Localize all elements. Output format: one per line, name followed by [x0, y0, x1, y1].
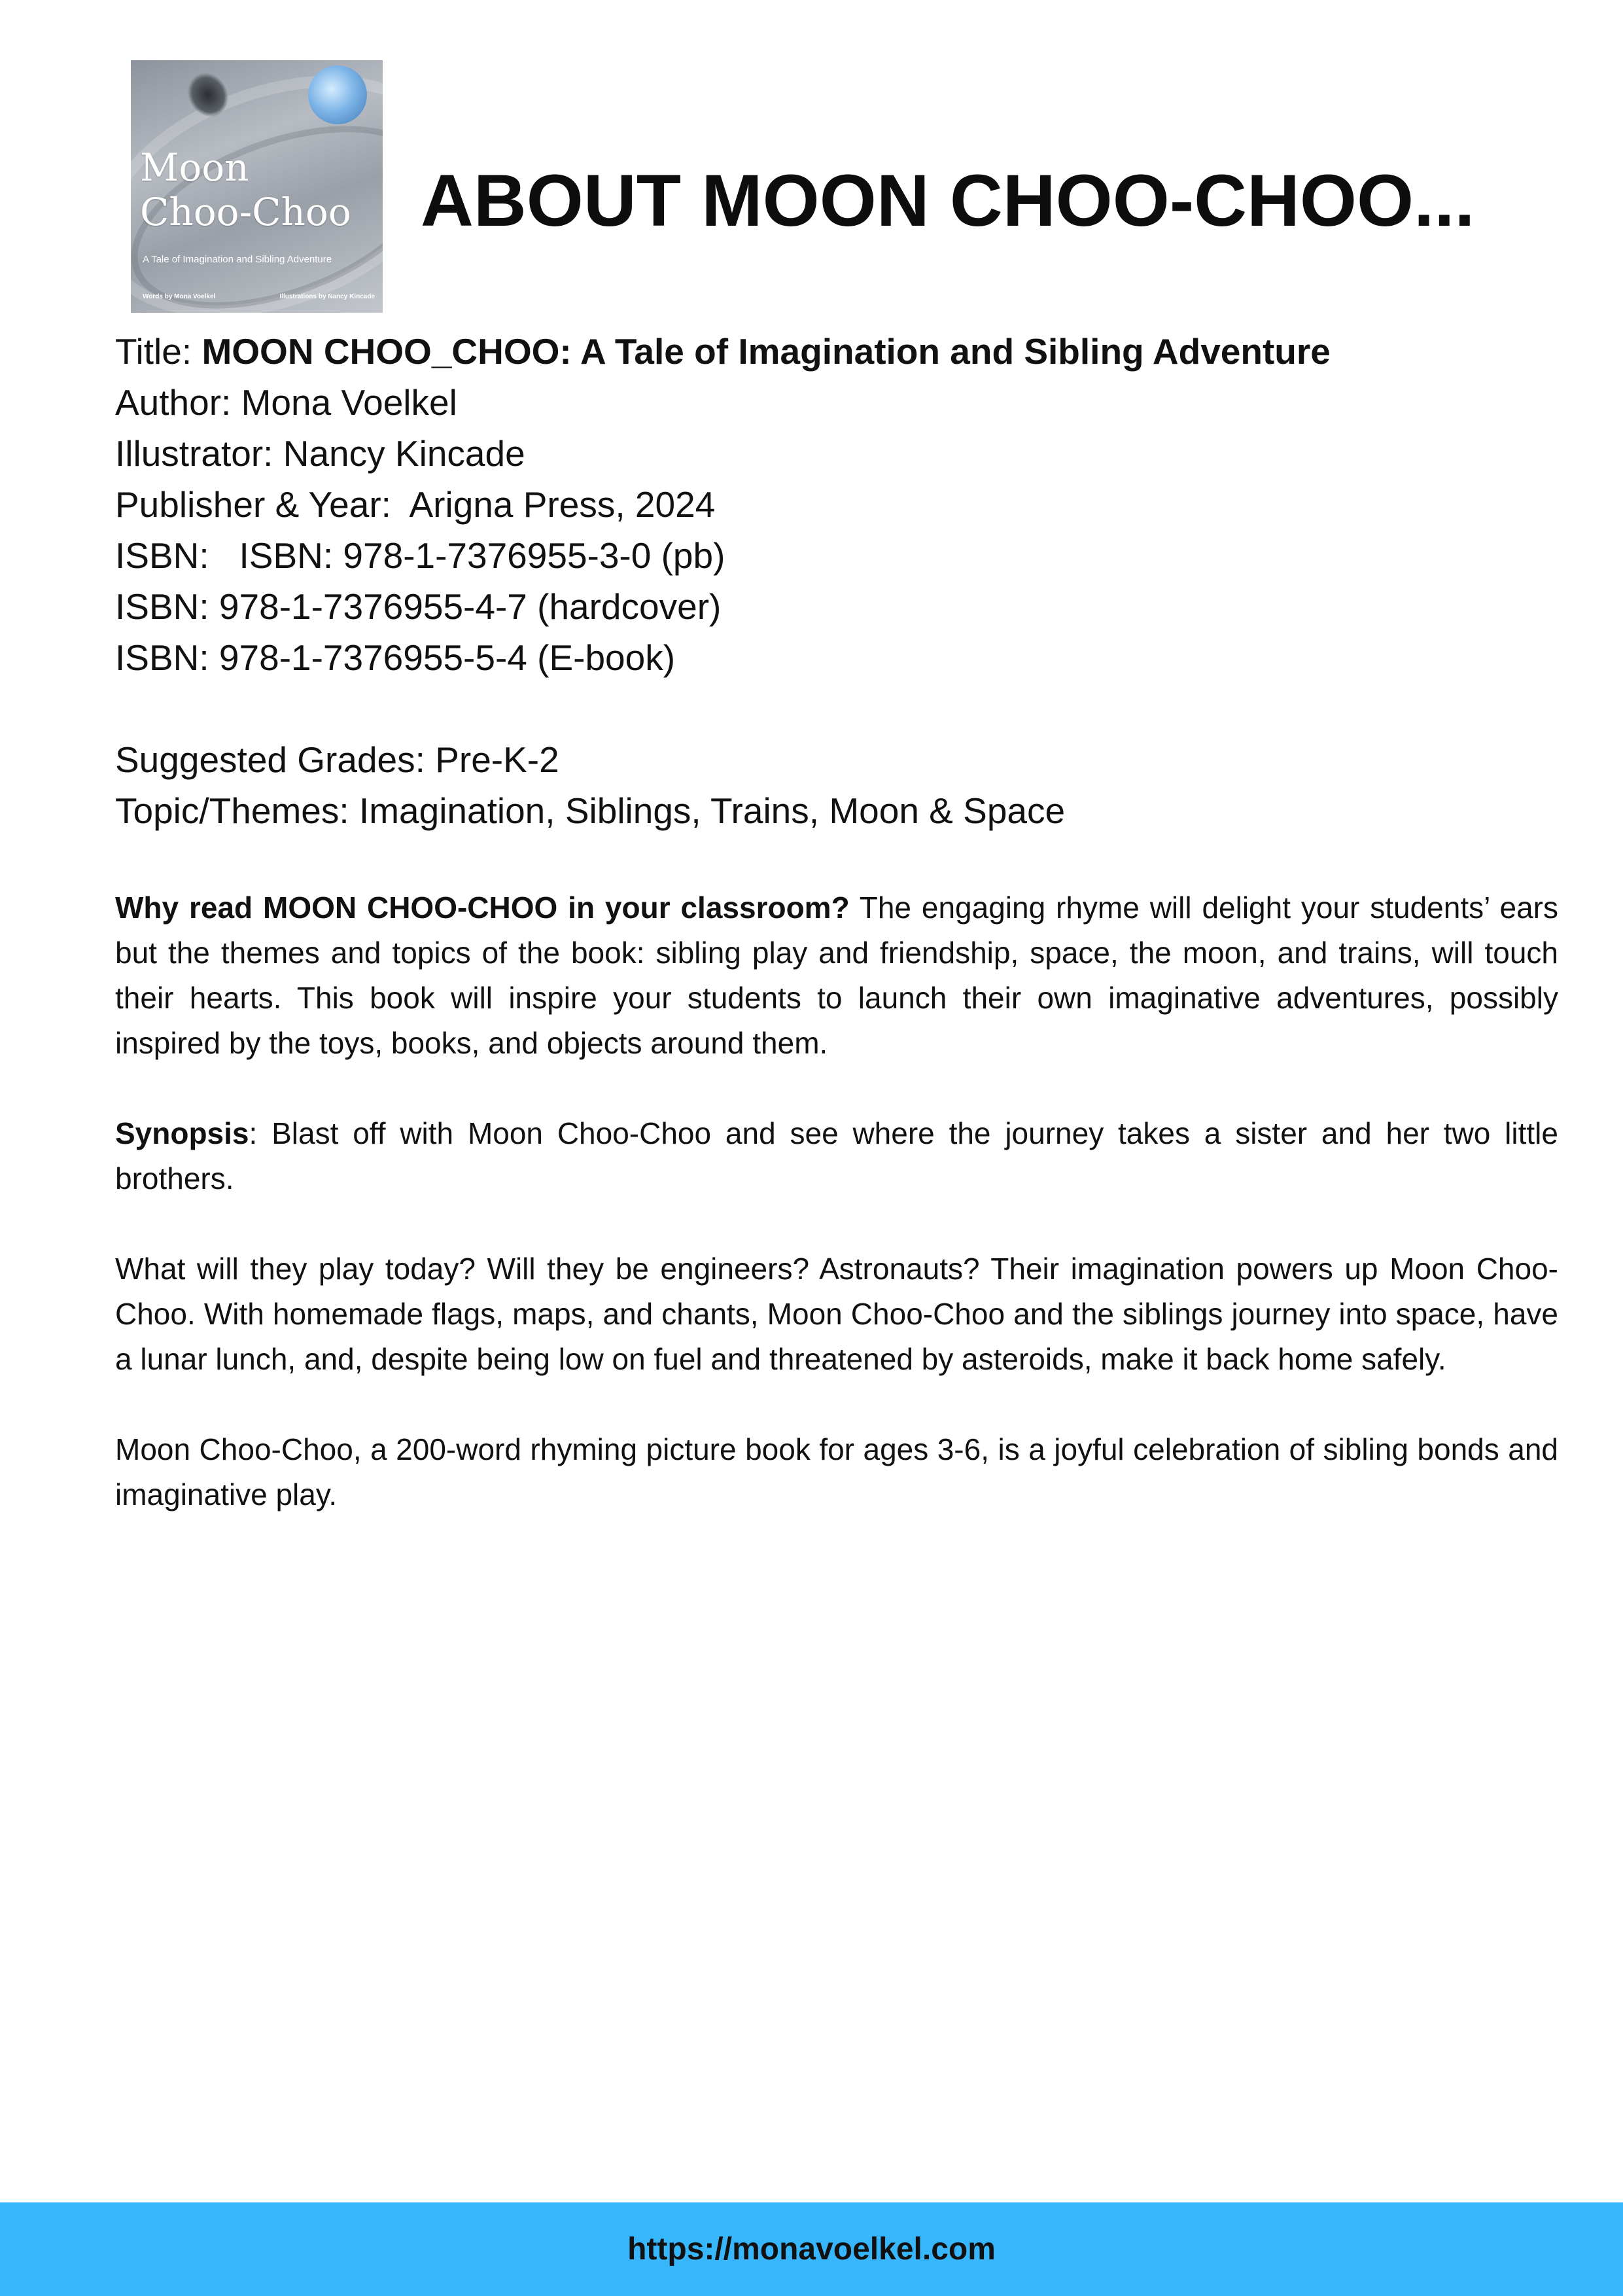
body-text	[115, 885, 1558, 1563]
cover-credits	[143, 293, 375, 300]
spacer	[115, 683, 1331, 734]
synopsis-paragraph-2: What will they play today? Will they be engineers? Astronauts? Their imagination powers up Moon Choo-Choo. With homemade flags, maps, and chants, Moon Choo-Choo and the siblings journey into space, have a lunar lunch, and, despite being low on fuel and threatened by asteroids, make it back home safely.	[115, 1252, 1558, 1376]
synopsis-text: : Blast off with Moon Choo-Choo and see where the journey takes a sister and her two little brothers.	[115, 1116, 1558, 1195]
detail-title-value: MOON CHOO_CHOO: A Tale of Imagination and Sibling Adventure	[201, 331, 1331, 372]
cover-subtitle: A Tale of Imagination and Sibling Adventure	[143, 254, 332, 265]
why-read-text: The engaging rhyme will delight your students’ ears but the themes and topics of the book: sibling play and friendship, space, the moon, and trains, will touch their hearts. This book will inspire your students to launch their own imaginative adventures, possibly inspired by the toys, books, and objects around them.	[115, 891, 1558, 1060]
detail-grades: Suggested Grades: Pre-K-2	[115, 739, 559, 780]
synopsis-label: Synopsis	[115, 1116, 249, 1150]
detail-title	[115, 326, 1331, 377]
detail-isbn-ebook: ISBN: 978-1-7376955-5-4 (E-book)	[115, 637, 676, 678]
cover-title-line1: Moon	[140, 145, 249, 190]
detail-title-label: Title:	[115, 331, 202, 372]
cover-moon-graphic	[308, 65, 367, 124]
detail-themes: Topic/Themes: Imagination, Siblings, Trains, Moon & Space	[115, 790, 1066, 831]
page-title: ABOUT MOON CHOO-CHOO...	[421, 160, 1475, 241]
detail-publisher: Publisher & Year: Arigna Press, 2024	[115, 484, 716, 525]
footer-band	[0, 2202, 1623, 2296]
why-read-paragraph	[115, 885, 1558, 1066]
detail-author: Author: Mona Voelkel	[115, 382, 457, 423]
why-read-label: Why read MOON CHOO-CHOO in your classroom?	[115, 891, 850, 925]
cover-title-line2: Choo-Choo	[140, 190, 351, 234]
detail-illustrator: Illustrator: Nancy Kincade	[115, 433, 525, 474]
cover-words-credit: Words by Mona Voelkel	[143, 293, 216, 300]
detail-isbn-pb: ISBN: ISBN: 978-1-7376955-3-0 (pb)	[115, 535, 725, 576]
book-details	[115, 326, 1331, 836]
synopsis-paragraph	[115, 1111, 1558, 1201]
website-link[interactable]: https://monavoelkel.com	[627, 2232, 996, 2267]
synopsis-paragraph-3: Moon Choo-Choo, a 200-word rhyming picture book for ages 3-6, is a joyful celebration of sibling bonds and imaginative play.	[115, 1432, 1558, 1511]
cover-illustrations-credit: Illustrations by Nancy Kincade	[279, 293, 375, 300]
cover-title	[140, 145, 375, 234]
book-cover-image	[131, 60, 383, 313]
detail-isbn-hardcover: ISBN: 978-1-7376955-4-7 (hardcover)	[115, 586, 722, 627]
